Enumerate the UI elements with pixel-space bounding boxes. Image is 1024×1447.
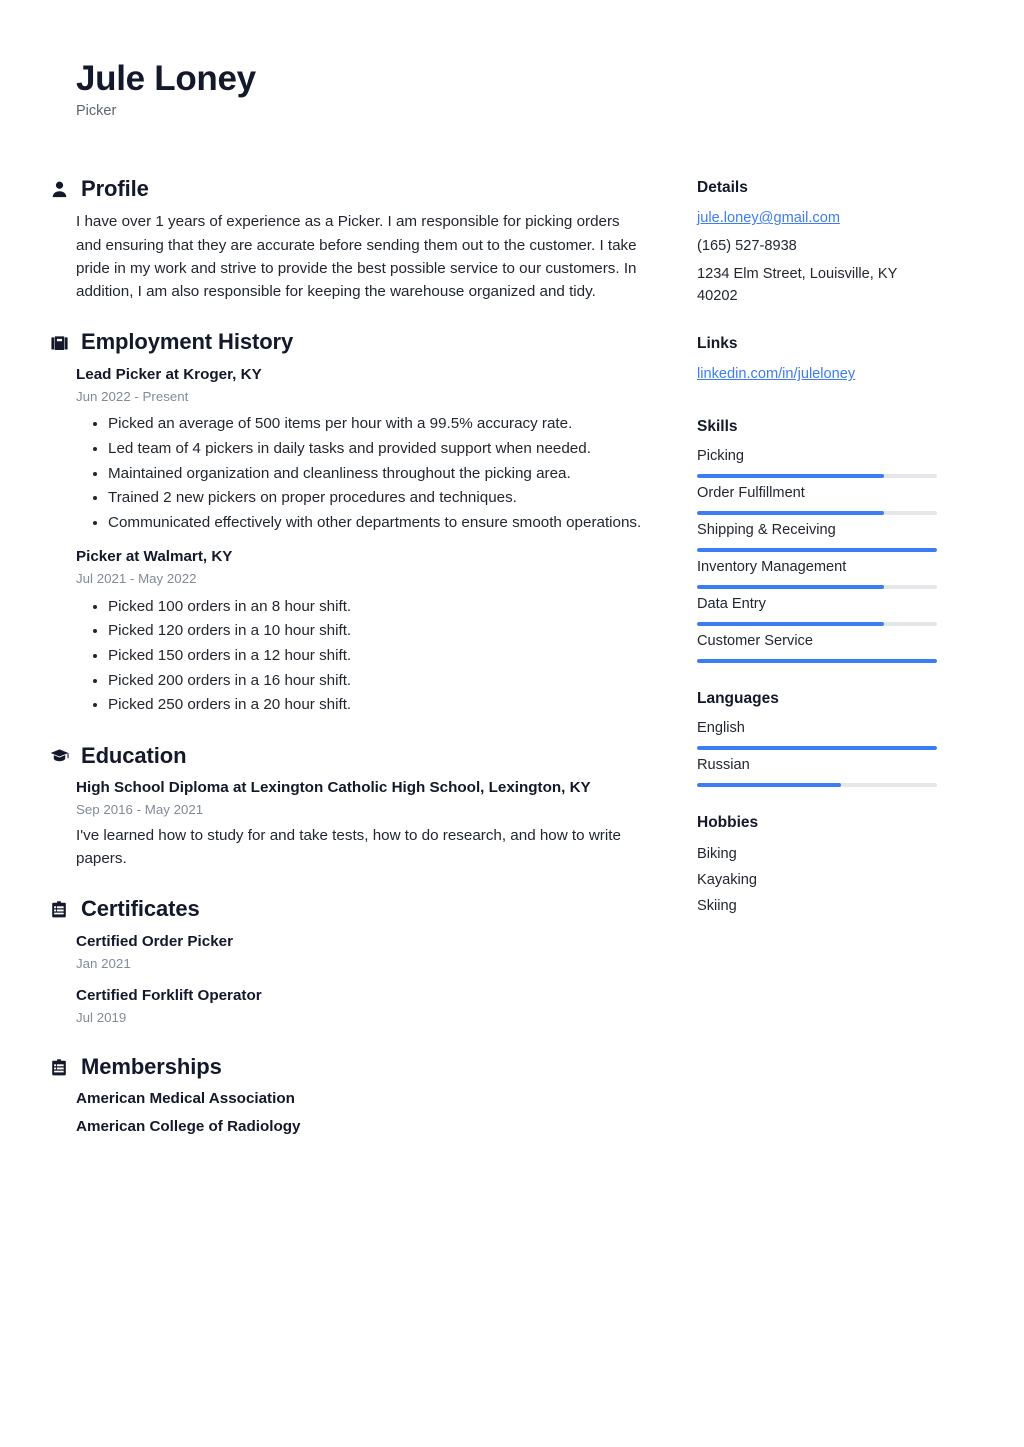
skill-label: Picking [697,448,745,465]
skill-label: Shipping & Receiving [697,522,836,539]
person-icon [48,178,70,200]
section-memberships-body [48,1088,648,1138]
hobby-item: Kayaking [697,871,758,888]
list-item: Trained 2 new pickers on proper procedures and techniques. [108,486,648,510]
employment-entry-bullets [76,595,648,717]
employment-entry-title: Lead Picker at Kroger, KY [76,365,262,383]
certificate-entry-title: Certified Order Picker [76,932,233,950]
skill-label: Order Fulfillment [697,485,805,502]
section-profile-header [48,176,648,202]
resume-header [76,58,676,121]
employment-entry [76,546,648,716]
list-item: Communicated effectively with other departments to ensure smooth operations. [108,511,648,535]
sidebar-hobbies [697,813,937,920]
email-link[interactable]: jule.loney@gmail.com [697,210,840,227]
skill-item [697,594,937,626]
certificate-icon [48,898,70,920]
skill-meter-fill [697,474,884,478]
membership-entry-title: American College of Radiology [76,1118,301,1136]
education-entry-title: High School Diploma at Lexington Catholic High School, Lexington, KY [76,779,591,797]
section-employment-title: Employment History [81,329,294,355]
section-education-header [48,743,648,769]
section-education [48,743,648,871]
certificate-icon [48,1056,70,1078]
education-entry-description: I've learned how to study for and take tests, how to do research, and how to write papers. [76,826,621,867]
list-item: Picked 250 orders in a 20 hour shift. [108,693,648,717]
graduation-cap-icon [48,745,70,767]
section-profile-title: Profile [81,176,149,201]
section-profile [48,176,648,303]
section-employment-header [48,329,648,355]
skill-meter [697,474,937,478]
language-meter [697,783,937,787]
skill-meter [697,548,937,552]
address-text: 1234 Elm Street, Louisville, KY 40202 [697,265,898,305]
sidebar-details [697,178,937,308]
sidebar-skills [697,417,937,662]
section-education-title: Education [81,742,187,768]
section-memberships [48,1054,648,1138]
skill-meter-fill [697,659,937,663]
skill-item [697,520,937,552]
sidebar-hobbies-title: Hobbies [697,813,759,831]
linkedin-link[interactable]: linkedin.com/in/juleloney [697,366,856,383]
list-item: Picked 120 orders in a 10 hour shift. [108,619,648,643]
skill-meter-fill [697,548,937,552]
list-item: Picked 100 orders in an 8 hour shift. [108,595,648,619]
section-certificates [48,896,648,1028]
hobby-item: Skiing [697,897,737,914]
section-profile-body [48,210,648,303]
section-certificates-body [48,931,648,1028]
certificate-entry-title: Certified Forklift Operator [76,987,262,1005]
profile-text: I have over 1 years of experience as a Picker. I am responsible for picking orders and ensuring that they are accurate before sending them out to the customer. I take pride in my work and strive to provide the best possible service to our customers. In addition, I am also responsible for keeping the warehouse organized and tidy. [76,213,637,301]
language-meter-fill [697,746,937,750]
certificate-entry-date: Jul 2019 [76,1010,127,1026]
list-item: Maintained organization and cleanliness throughout the picking area. [108,462,648,486]
employment-entry-title: Picker at Walmart, KY [76,548,233,566]
membership-entry-title: American Medical Association [76,1090,295,1108]
sidebar-column [697,178,937,946]
sidebar-skills-title: Skills [697,418,738,436]
certificate-entry [76,985,648,1028]
skill-item [697,557,937,589]
education-entry-date: Sep 2016 - May 2021 [76,802,204,818]
skill-item [697,446,937,478]
employment-entry [76,364,648,534]
sidebar-languages [697,689,937,787]
hobby-item: Biking [697,845,737,862]
section-employment [48,329,648,716]
language-item [697,718,937,750]
list-item: Picked 150 orders in a 12 hour shift. [108,644,648,668]
section-certificates-header [48,896,648,922]
certificate-entry [76,931,648,974]
language-label: English [697,719,745,736]
briefcase-icon [48,332,70,354]
list-item: Led team of 4 pickers in daily tasks and provided support when needed. [108,437,648,461]
skill-label: Customer Service [697,632,813,649]
section-education-body [48,777,648,870]
skill-meter-fill [697,511,884,515]
skill-item [697,483,937,515]
skill-meter-fill [697,585,884,589]
skill-meter [697,622,937,626]
membership-entry [76,1088,648,1110]
sidebar-languages-title: Languages [697,689,779,707]
language-item [697,755,937,787]
main-column [48,176,648,1142]
candidate-job-title: Picker [76,103,117,120]
certificate-entry-date: Jan 2021 [76,955,131,971]
skill-label: Inventory Management [697,558,847,575]
employment-entry-bullets [76,412,648,534]
language-meter-fill [697,783,841,787]
membership-entry [76,1116,648,1138]
list-item: Picked an average of 500 items per hour with a 99.5% accuracy rate. [108,412,648,436]
sidebar-links [697,334,937,391]
section-certificates-title: Certificates [81,896,200,922]
skill-meter [697,659,937,663]
language-label: Russian [697,756,750,773]
section-memberships-title: Memberships [81,1053,222,1079]
language-meter [697,746,937,750]
employment-entry-date: Jun 2022 - Present [76,388,189,404]
skill-meter [697,511,937,515]
list-item: Picked 200 orders in a 16 hour shift. [108,669,648,693]
section-employment-body [48,364,648,717]
candidate-name: Jule Loney [76,59,256,98]
employment-entry-date: Jul 2021 - May 2022 [76,571,197,587]
sidebar-details-title: Details [697,179,748,196]
sidebar-links-title: Links [697,335,738,353]
phone-text: (165) 527-8938 [697,237,797,254]
education-entry [76,777,648,870]
skill-item [697,631,937,663]
skill-label: Data Entry [697,595,766,612]
skill-meter-fill [697,622,884,626]
skill-meter [697,585,937,589]
section-memberships-header [48,1054,648,1080]
